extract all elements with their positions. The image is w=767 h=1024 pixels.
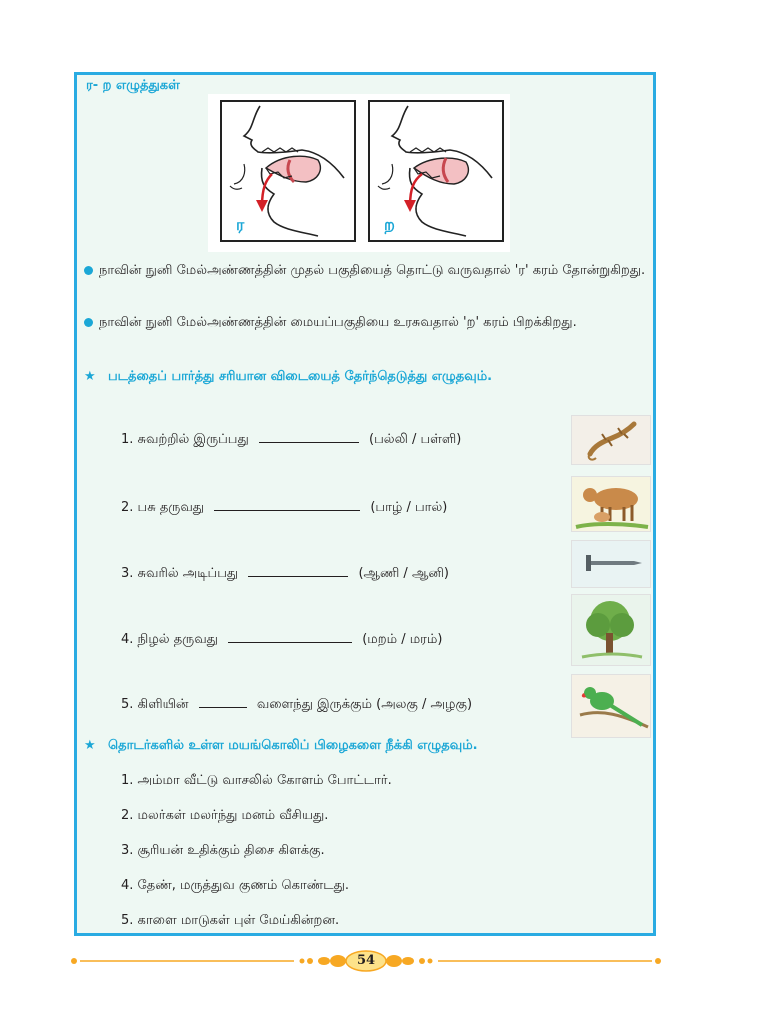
bullet-dot-icon — [84, 266, 93, 275]
bullet-point — [84, 258, 646, 284]
question-row — [121, 632, 442, 648]
sentence-number: 3. — [121, 843, 134, 858]
question-number: 4. — [121, 632, 134, 647]
answer-blank[interactable] — [199, 697, 247, 708]
question-row — [121, 697, 472, 713]
answer-blank[interactable] — [214, 500, 360, 511]
question-text: சுவற்றில் இருப்பது — [137, 432, 249, 447]
question-row — [121, 432, 461, 448]
sentence-number: 4. — [121, 878, 134, 893]
sentence-row — [121, 913, 339, 929]
question-number: 5. — [121, 697, 134, 712]
sentence-row — [121, 843, 325, 859]
sentence-number: 1. — [121, 773, 134, 788]
sentence-row — [121, 878, 349, 894]
question-number: 3. — [121, 566, 134, 581]
page-number: 54 — [356, 953, 376, 968]
sentence-text: அம்மா வீட்டு வாசலில் கோளம் போட்டார். — [137, 773, 392, 788]
bullet-text: நாவின் நுனி மேல்அண்ணத்தின் முதல் பகுதியைத் தொட்டு வருவதால் 'ர' கரம் தோன்றுகிறது. — [99, 263, 646, 278]
star-icon: ★ — [84, 369, 96, 384]
section-title: ர- ற எழுத்துகள் — [86, 78, 180, 93]
answer-blank[interactable] — [259, 432, 359, 443]
bullet-point — [84, 310, 646, 336]
question-number: 2. — [121, 500, 134, 515]
answer-blank[interactable] — [228, 632, 352, 643]
bullet-text: நாவின் நுனி மேல்அண்ணத்தின் மையப்பகுதியை உரசுவதால் 'ற' கரம் பிறக்கிறது. — [99, 315, 577, 330]
lizard-image — [571, 415, 651, 465]
page-footer — [70, 950, 662, 974]
question-options: (மறம் / மரம்) — [362, 632, 443, 647]
exercise2-instruction — [84, 738, 478, 754]
question-options: (அலகு / அழகு) — [376, 697, 473, 712]
star-icon: ★ — [84, 738, 96, 753]
question-text: நிழல் தருவது — [137, 632, 218, 647]
sentence-text: சூரியன் உதிக்கும் திசை கிளக்கு. — [137, 843, 325, 858]
diagram-panel-rra — [368, 100, 504, 242]
question-row — [121, 566, 449, 582]
tongue-diagrams — [208, 94, 510, 252]
question-row — [121, 500, 447, 516]
diagram-label-ra: ர — [236, 215, 245, 234]
question-text: பசு தருவது — [137, 500, 205, 515]
question-text: சுவரில் அடிப்பது — [137, 566, 239, 581]
parrot-image — [571, 674, 651, 738]
diagram-label-rra: ற — [384, 215, 395, 234]
question-number: 1. — [121, 432, 134, 447]
answer-blank[interactable] — [248, 566, 348, 577]
sentence-number: 2. — [121, 808, 134, 823]
tree-image — [571, 594, 651, 666]
nail-image — [571, 540, 651, 588]
sentence-text: காளை மாடுகள் புள் மேய்கின்றன. — [137, 913, 340, 928]
sentence-row — [121, 773, 392, 789]
question-text: கிளியின் — [137, 697, 189, 712]
diagram-panel-ra — [220, 100, 356, 242]
question-options: (பல்லி / பள்ளி) — [369, 432, 462, 447]
question-options: (ஆணி / ஆனி) — [358, 566, 450, 581]
sentence-text: தேண், மருத்துவ குணம் கொண்டது. — [137, 878, 350, 893]
exercise1-instruction — [84, 369, 492, 385]
cow-image — [571, 476, 651, 532]
instruction-text: படத்தைப் பார்த்து சரியான விடையைத் தேர்ந்தெடுத்து எழுதவும். — [108, 369, 493, 384]
sentence-text: மலர்கள் மலர்ந்து மனம் வீசியது. — [137, 808, 329, 823]
sentence-number: 5. — [121, 913, 134, 928]
question-suffix: வளைந்து இருக்கும் — [256, 697, 372, 712]
bullet-dot-icon — [84, 318, 93, 327]
instruction-text: தொடர்களில் உள்ள மயங்கொலிப் பிழைகளை நீக்கி எழுதவும். — [108, 738, 478, 753]
sentence-row — [121, 808, 328, 824]
question-options: (பாழ் / பால்) — [370, 500, 448, 515]
